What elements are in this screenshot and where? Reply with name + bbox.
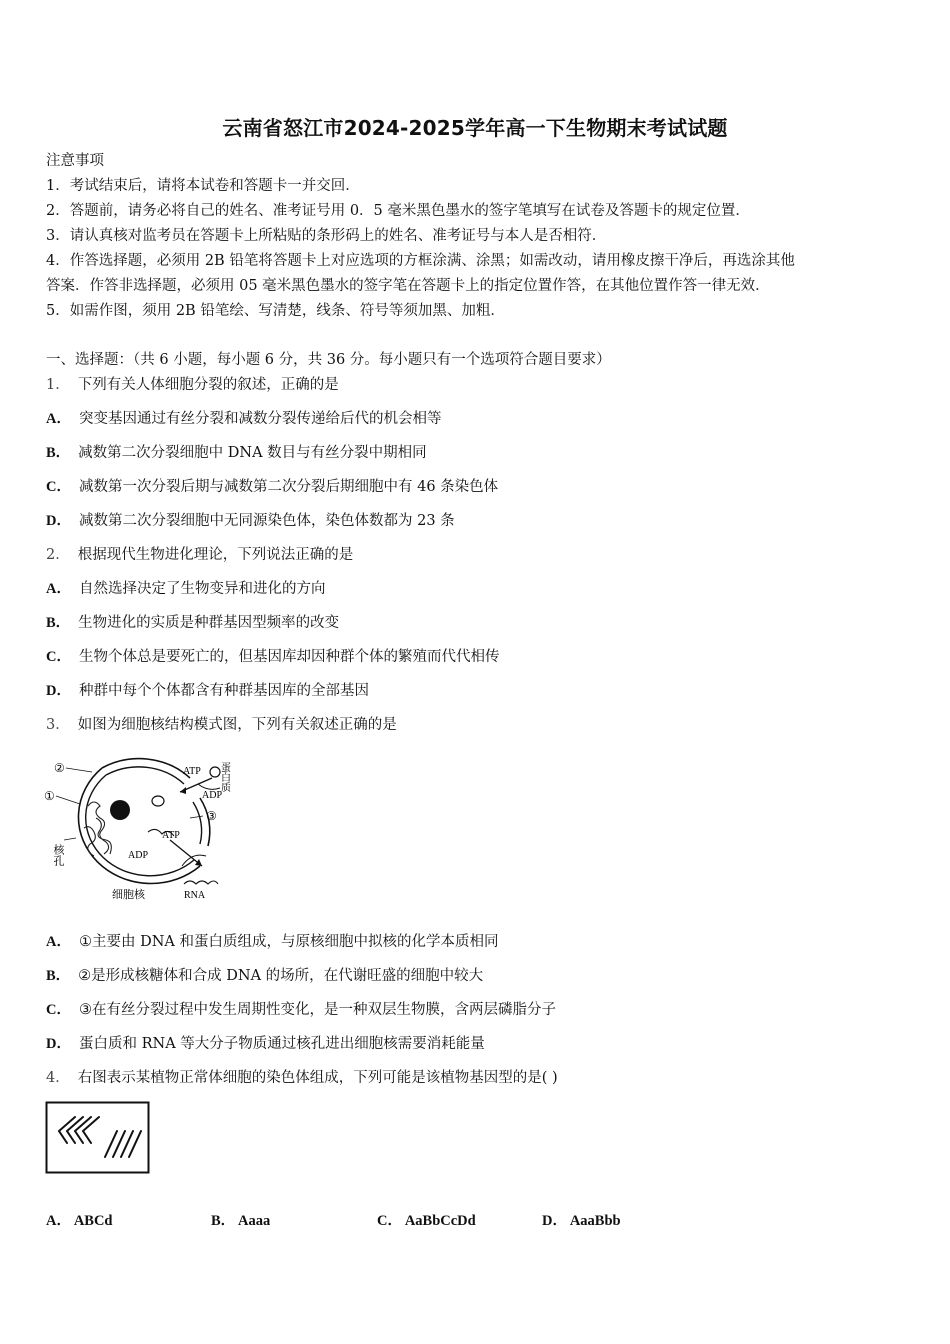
nucleolus [110,800,130,820]
label-circle-2: ② [54,761,65,775]
question-4 [46,1068,558,1088]
option-a: A． 自然选择决定了生物变异和进化的方向 [46,581,326,597]
label-adp-top: ADP [202,790,223,801]
option-b: B． 生物进化的实质是种群基因型频率的改变 [46,615,340,631]
label-rna: RNA [184,890,206,901]
label-adp-mid: ADP [128,850,149,861]
notice-heading: 注意事项 [46,153,104,169]
question-stem: 右图表示某植物正常体细胞的染色体组成，下列可能是该植物基因型的是( ) [77,1070,558,1086]
question-number: 3． [46,717,70,733]
notice-item: 1．考试结束后，请将本试卷和答题卡一并交回． [46,178,360,194]
nucleus-structure-figure [40,748,250,906]
option-c: C． ③在有丝分裂过程中发生周期性变化，是一种双层生物膜，含两层磷脂分子 [46,1002,556,1018]
option-d: D． 减数第二次分裂细胞中无同源染色体，染色体数都为 23 条 [46,513,455,529]
label-atp-mid: ATP [162,830,180,841]
notice-item: 4．作答选择题，必须用 2B 铅笔将答题卡上对应选项的方框涂满、涂黑；如需改动，请用橡皮擦干净后，再选涂其他 [46,253,795,269]
bent-chromosomes [59,1117,99,1143]
option-b: B． ②是形成核糖体和合成 DNA 的场所，在代谢旺盛的细胞中较大 [46,968,484,984]
question-stem: 下列有关人体细胞分裂的叙述，正确的是 [77,377,339,393]
question-3 [46,715,397,735]
question-number: 2． [46,547,70,563]
label-circle-3: ③ [206,809,217,823]
question-number: 1． [46,377,70,393]
label-circle-1: ① [44,789,55,803]
option-b: B． Aaaa [211,1213,271,1229]
option-d: D． 种群中每个个体都含有种群基因库的全部基因 [46,683,369,699]
chromosome-figure [45,1101,151,1175]
option-c: C． 生物个体总是要死亡的，但基因库却因种群个体的繁殖而代代相传 [46,649,500,665]
question-stem: 如图为细胞核结构模式图，下列有关叙述正确的是 [77,717,397,733]
label-protein: 蛋白质 [218,762,230,792]
section-header: 一、选择题：（共 6 小题，每小题 6 分，共 36 分。每小题只有一个选项符合题目要求） [46,352,611,368]
option-a: A． 突变基因通过有丝分裂和减数分裂传递给后代的机会相等 [46,411,442,427]
option-d: D． AaaBbb [542,1213,621,1229]
page-title: 云南省怒江市2024-2025学年高一下生物期末考试试题 [222,116,728,140]
question-number: 4． [46,1070,70,1086]
protein-molecule [152,796,164,806]
question-2 [46,545,353,565]
option-c: C． AaBbCcDd [377,1213,476,1229]
label-nuclear-pore: 核孔 [52,844,64,866]
option-a: A． ①主要由 DNA 和蛋白质组成，与原核细胞中拟核的化学本质相同 [46,934,499,950]
label-nucleus: 细胞核 [112,889,145,901]
cell-border [47,1103,149,1173]
notice-item: 2．答题前，请务必将自己的姓名、准考证号用 0．5 毫米黑色墨水的签字笔填写在试卷及答题卡的规定位置． [46,203,750,219]
notice-item: 3．请认真核对监考员在答题卡上所粘贴的条形码上的姓名、准考证号与本人是否相符． [46,228,607,244]
notice-item: 答案．作答非选择题，必须用 05 毫米黑色墨水的签字笔在答题卡上的指定位置作答，在其他位置作答一律无效． [46,278,770,294]
question-1 [46,375,339,395]
label-atp-top: ATP [183,766,201,777]
option-b: B． 减数第二次分裂细胞中 DNA 数目与有丝分裂中期相同 [46,445,427,461]
question-stem: 根据现代生物进化理论，下列说法正确的是 [77,547,354,563]
option-c: C． 减数第一次分裂后期与减数第二次分裂后期细胞中有 46 条染色体 [46,479,499,495]
option-a: A． ABCd [46,1213,113,1229]
straight-chromosomes [105,1131,141,1157]
option-d: D． 蛋白质和 RNA 等大分子物质通过核孔进出细胞核需要消耗能量 [46,1036,485,1052]
notice-item: 5．如需作图，须用 2B 铅笔绘、写清楚，线条、符号等须加黑、加粗． [46,303,505,319]
